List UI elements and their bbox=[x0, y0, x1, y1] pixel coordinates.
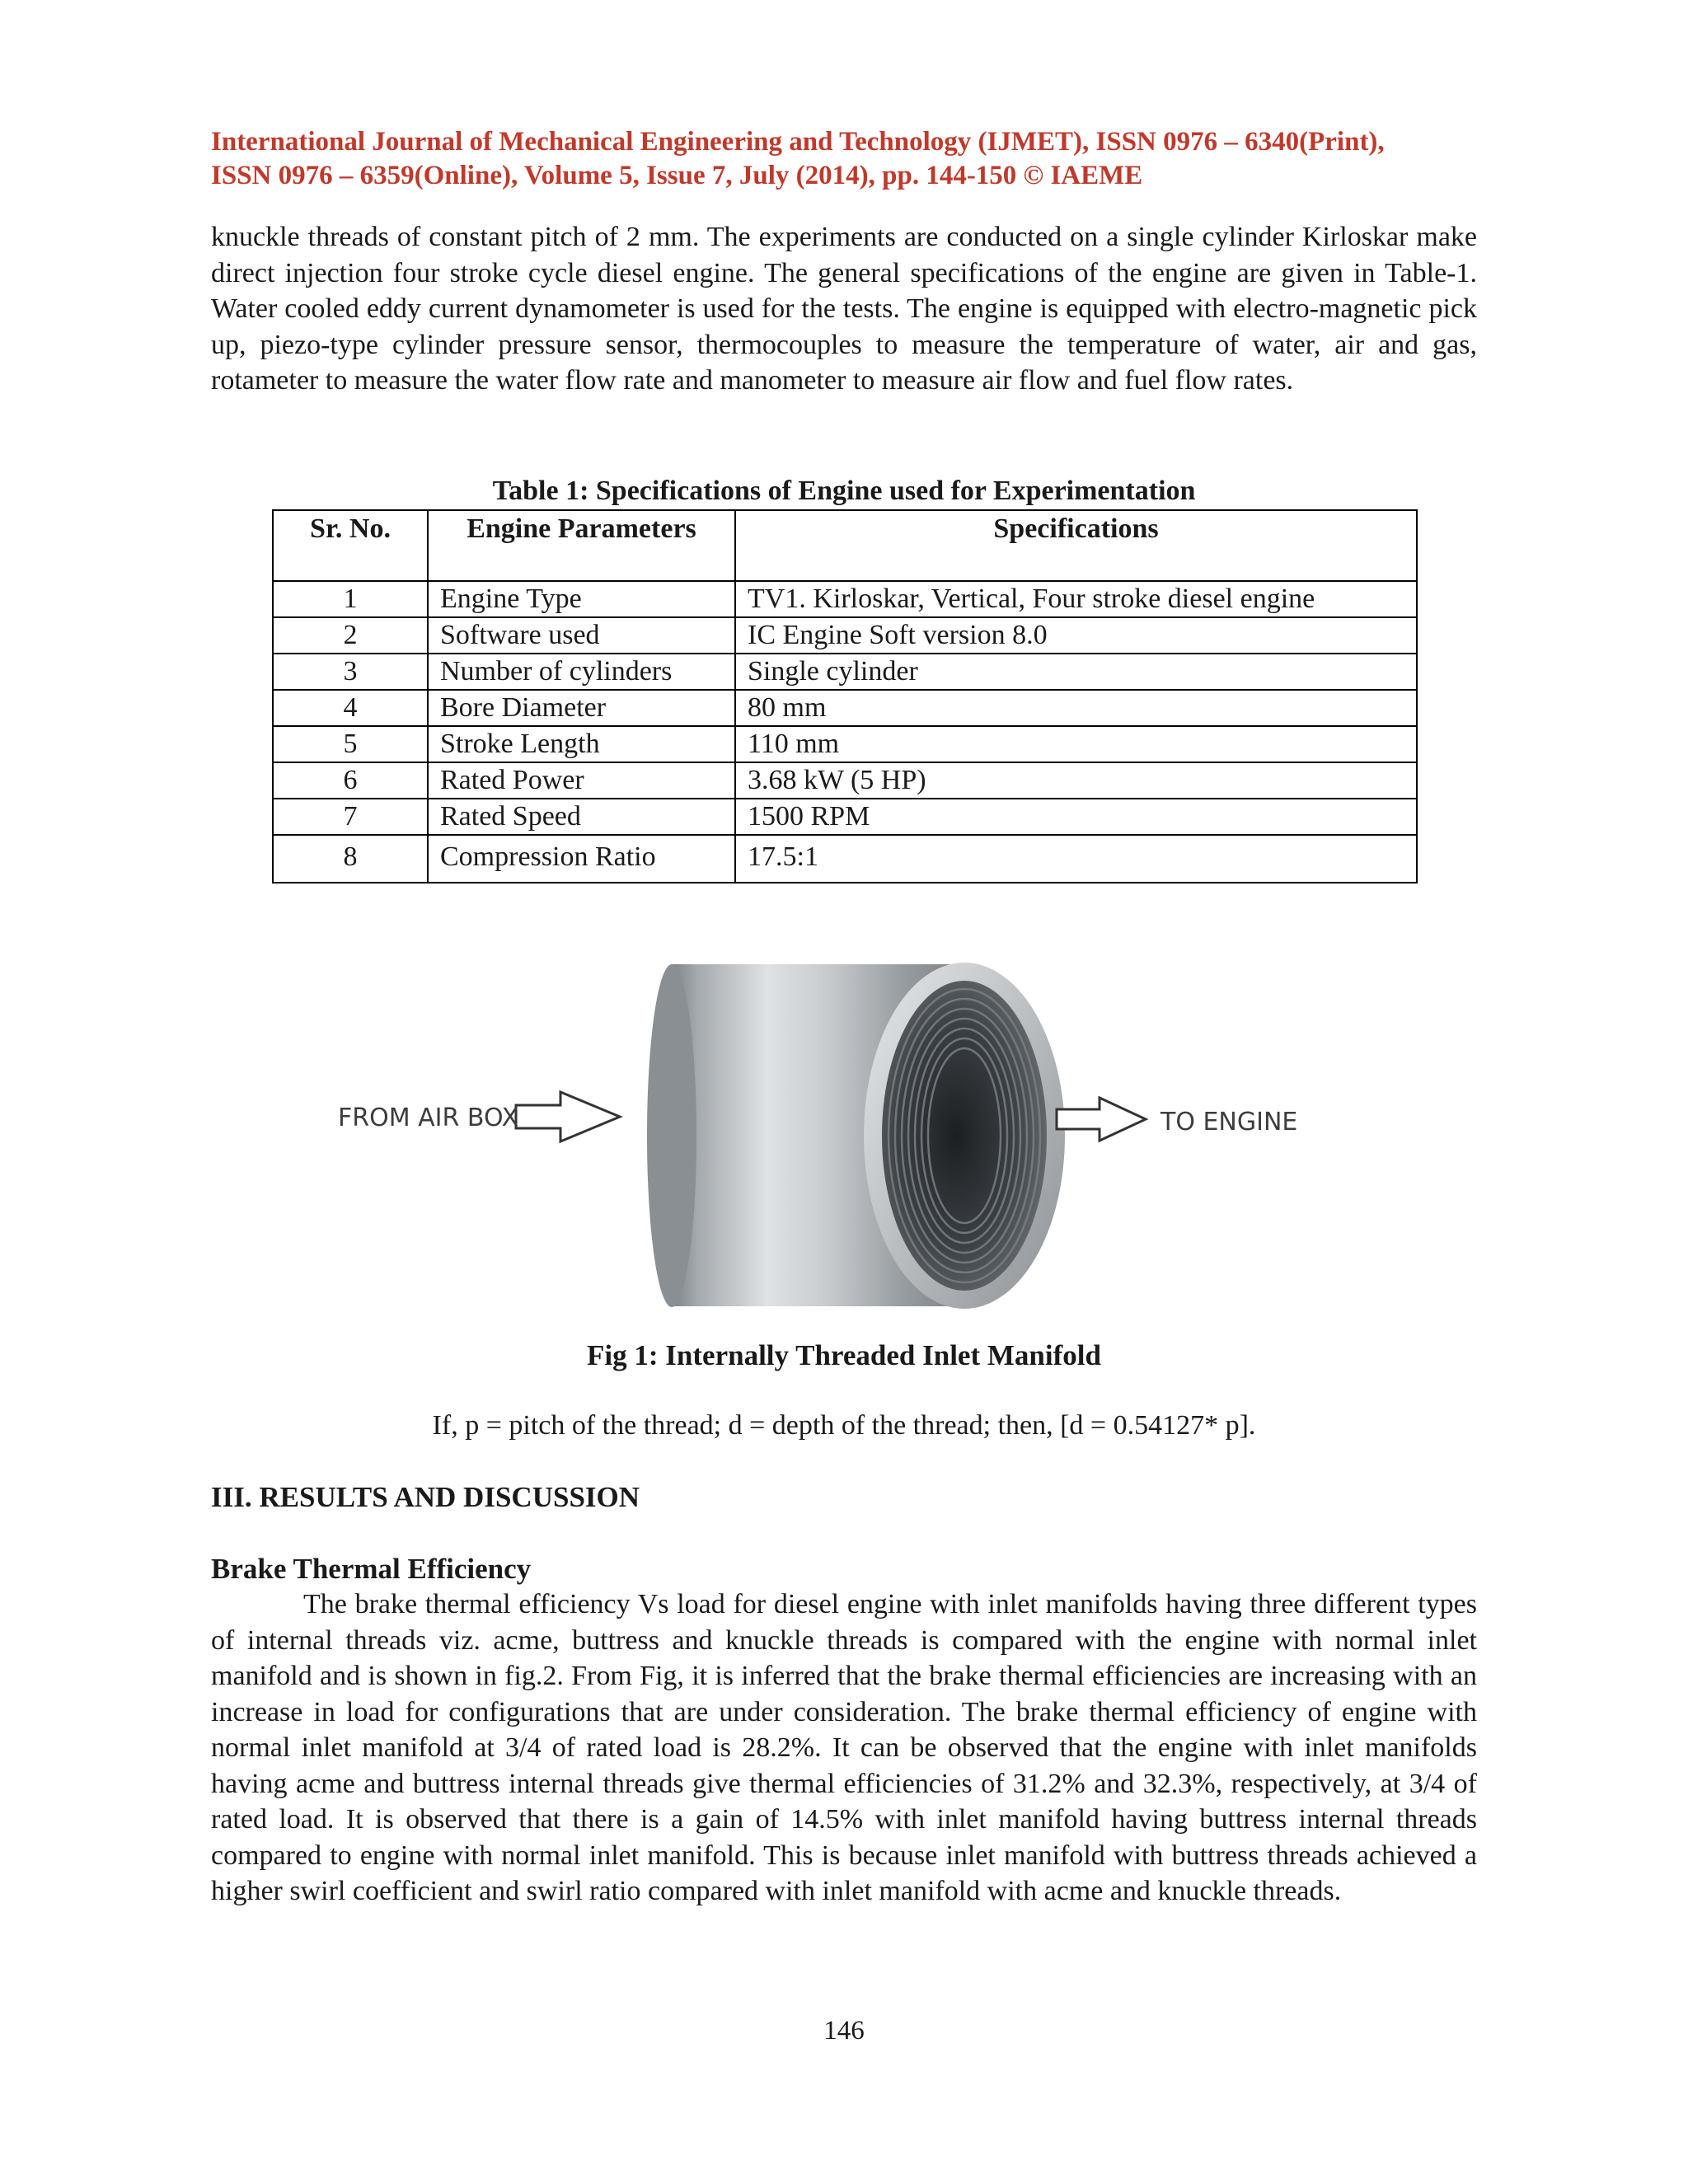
from-air-box-label: FROM AIR BOX bbox=[338, 1104, 519, 1132]
manifold-figure bbox=[321, 948, 1352, 1327]
table-row bbox=[273, 799, 1417, 835]
table-row bbox=[273, 581, 1417, 617]
table-row bbox=[273, 654, 1417, 690]
table-cell-specification: 110 mm bbox=[735, 726, 1417, 762]
table-cell-sr: 8 bbox=[273, 835, 428, 883]
table-cell-sr: 1 bbox=[273, 581, 428, 617]
table-row bbox=[273, 835, 1417, 883]
table-cell-specification: 80 mm bbox=[735, 690, 1417, 726]
table-title: Table 1: Specifications of Engine used for Experimentation bbox=[492, 476, 1196, 506]
table-cell-sr: 3 bbox=[273, 654, 428, 690]
table-cell-parameter: Rated Speed bbox=[428, 799, 735, 835]
table-cell-specification: 17.5:1 bbox=[735, 835, 1417, 883]
table-cell-parameter: Compression Ratio bbox=[428, 835, 735, 883]
header-line-2: ISSN 0976 – 6359(Online), Volume 5, Issue 7, July (2014), pp. 144-150 © IAEME bbox=[211, 161, 1143, 190]
header-line-1: International Journal of Mechanical Engineering and Technology (IJMET), ISSN 0976 – 6340(Print), bbox=[211, 127, 1385, 157]
table-cell-specification: 3.68 kW (5 HP) bbox=[735, 762, 1417, 799]
table-cell-sr: 4 bbox=[273, 690, 428, 726]
subsection-title: Brake Thermal Efficiency bbox=[211, 1553, 532, 1585]
inflow-arrow-icon bbox=[516, 1092, 620, 1141]
table-row bbox=[273, 690, 1417, 726]
table-header-row bbox=[273, 510, 1417, 581]
table-row bbox=[273, 617, 1417, 654]
threaded-coupling-image bbox=[647, 963, 1065, 1309]
table-cell-parameter: Stroke Length bbox=[428, 726, 735, 762]
table-cell-parameter: Software used bbox=[428, 617, 735, 654]
table-header-cell: Specifications bbox=[735, 510, 1417, 581]
thread-depth-formula: If, p = pitch of the thread; d = depth of the thread; then, [d = 0.54127* p]. bbox=[432, 1410, 1256, 1441]
intro-paragraph: knuckle threads of constant pitch of 2 mm. The experiments are conducted on a single cylinder Kirloskar make direct injection four stroke cycle diesel engine. The general specifications of the engine are given in Table-1. Water cooled eddy current dynamometer is used for the tests. The engine is equipped with electro-magnetic pick up, piezo-type cylinder pressure sensor, thermocouples to measure the temperature of water, air and gas, rotameter to measure the water flow rate and manometer to measure air flow and fuel flow rates. bbox=[211, 222, 1477, 396]
table-cell-sr: 7 bbox=[273, 799, 428, 835]
section-title: III. RESULTS AND DISCUSSION bbox=[211, 1481, 640, 1513]
specifications-table bbox=[272, 509, 1418, 883]
outflow-arrow-icon bbox=[1057, 1098, 1146, 1141]
table-cell-parameter: Number of cylinders bbox=[428, 654, 735, 690]
journal-header bbox=[211, 125, 1477, 193]
table-cell-sr: 5 bbox=[273, 726, 428, 762]
figure-caption: Fig 1: Internally Threaded Inlet Manifold bbox=[587, 1339, 1101, 1371]
table-cell-specification: IC Engine Soft version 8.0 bbox=[735, 617, 1417, 654]
page-number: 146 bbox=[823, 2016, 865, 2046]
manifold-illustration bbox=[321, 948, 1352, 1327]
table-cell-sr: 2 bbox=[273, 617, 428, 654]
table-cell-parameter: Rated Power bbox=[428, 762, 735, 799]
table-row bbox=[273, 762, 1417, 799]
table-cell-parameter: Bore Diameter bbox=[428, 690, 735, 726]
results-paragraph: The brake thermal efficiency Vs load for diesel engine with inlet manifolds having three different types of internal threads viz. acme, buttress and knuckle threads is compared with the engine with normal inlet manifold and is shown in fig.2. From Fig, it is inferred that the brake thermal efficiencies are increasing with an increase in load for configurations that are under consideration. The brake thermal efficiency of engine with normal inlet manifold at 3/4 of rated load is 28.2%. It can be observed that the engine with inlet manifolds having acme and buttress internal threads give thermal efficiencies of 31.2% and 32.3%, respectively, at 3/4 of rated load. It is observed that there is a gain of 14.5% with inlet manifold having buttress internal threads compared to engine with normal inlet manifold. This is because inlet manifold with buttress threads achieved a higher swirl coefficient and swirl ratio compared with inlet manifold with acme and knuckle threads. bbox=[211, 1589, 1477, 1906]
table-header-cell: Engine Parameters bbox=[428, 510, 735, 581]
table-header-cell: Sr. No. bbox=[273, 510, 428, 581]
table-row bbox=[273, 726, 1417, 762]
to-engine-label: TO ENGINE bbox=[1160, 1108, 1298, 1137]
table-cell-specification: TV1. Kirloskar, Vertical, Four stroke diesel engine bbox=[735, 581, 1417, 617]
table-cell-parameter: Engine Type bbox=[428, 581, 735, 617]
table-cell-specification: Single cylinder bbox=[735, 654, 1417, 690]
table-cell-specification: 1500 RPM bbox=[735, 799, 1417, 835]
table-cell-sr: 6 bbox=[273, 762, 428, 799]
